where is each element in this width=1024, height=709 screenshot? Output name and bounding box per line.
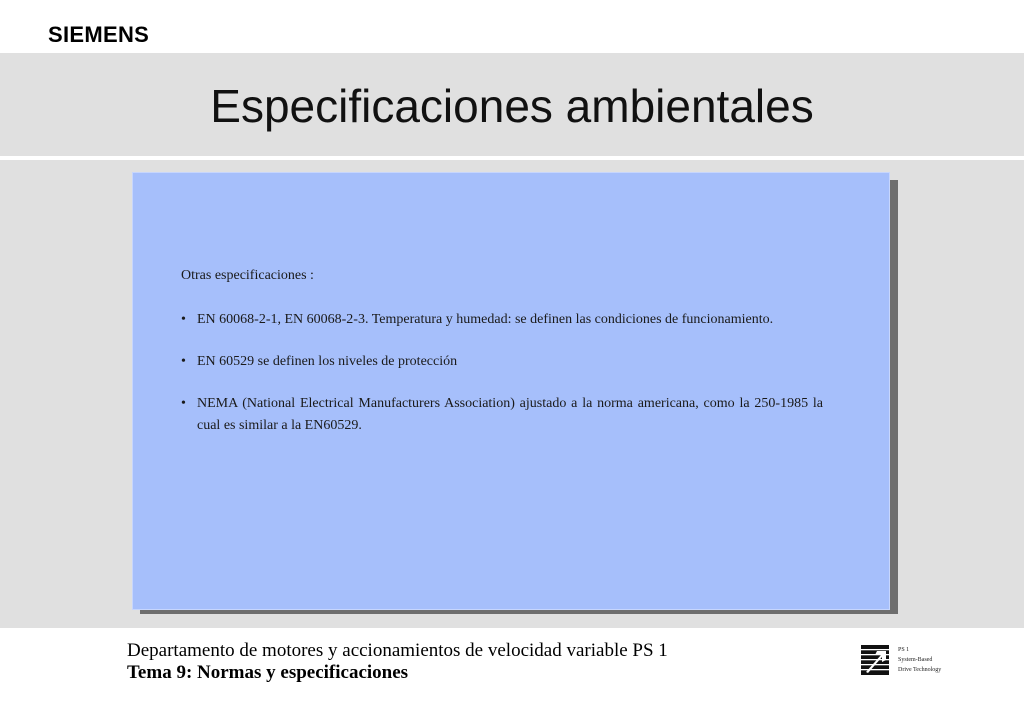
- footer-small-line: PS 1: [898, 647, 910, 653]
- intro-text: Otras especificaciones :: [181, 268, 314, 283]
- footer-small-text: [898, 645, 941, 675]
- list-item-text: NEMA (National Electrical Manufacturers Association) ajustado a la norma americana, como la 250-1985 la cual es similar a la EN60529.: [197, 396, 823, 433]
- footer-text: [127, 640, 668, 684]
- footer-department: Departamento de motores y accionamientos de velocidad variable PS 1: [127, 640, 668, 661]
- list-item-text: EN 60529 se definen los niveles de protección: [197, 354, 458, 369]
- title-band: [0, 53, 1024, 156]
- bullet-icon: •: [181, 396, 186, 411]
- page-title: Especificaciones ambientales: [210, 80, 814, 132]
- siemens-logo: SIEMENS: [48, 22, 150, 47]
- footer-small-line: Drive Technology: [898, 667, 942, 673]
- footer-small-line: System-Based: [898, 657, 933, 663]
- list-item-text: EN 60068-2-1, EN 60068-2-3. Temperatura y humedad: se definen las condiciones de funcionamiento.: [197, 312, 774, 327]
- list-item: [181, 393, 823, 437]
- content-panel: [132, 172, 890, 610]
- list-item: [181, 309, 823, 331]
- panel-text: [181, 265, 823, 457]
- list-item: [181, 351, 823, 373]
- bullet-icon: •: [181, 354, 186, 369]
- arrow-up-right-icon: [861, 645, 889, 675]
- bullet-icon: •: [181, 312, 186, 327]
- footer-topic: Tema 9: Normas y especificaciones: [127, 662, 409, 683]
